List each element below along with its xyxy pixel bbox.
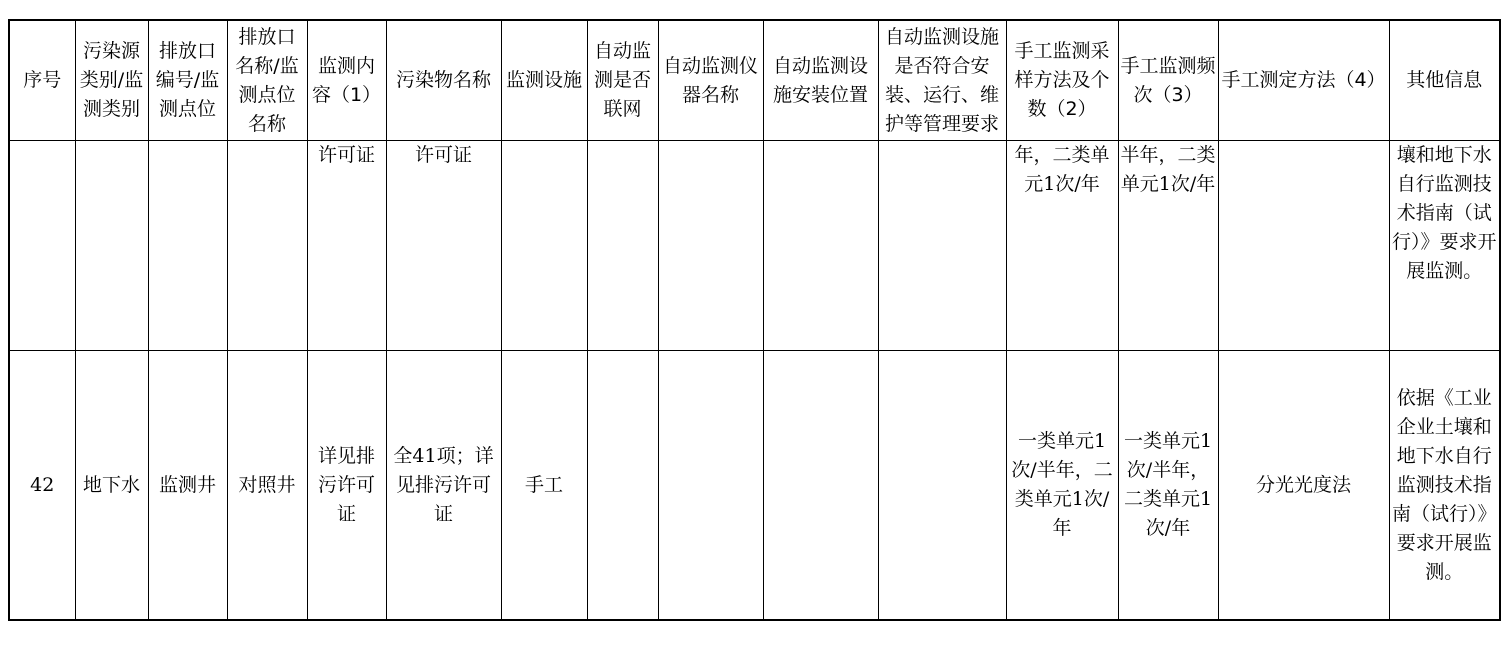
header-cell-manual-sampling: 手工监测采样方法及个数（2） xyxy=(1006,20,1118,141)
table-cell xyxy=(75,141,148,351)
table-cell xyxy=(658,351,763,621)
table-cell xyxy=(148,141,227,351)
table-cell xyxy=(878,351,1006,621)
header-cell-auto-location: 自动监测设施安装位置 xyxy=(763,20,878,141)
table-cell xyxy=(763,141,878,351)
table-cell: 对照井 xyxy=(227,351,307,621)
header-cell-monitoring-content: 监测内容（1） xyxy=(307,20,386,141)
header-cell-other-info: 其他信息 xyxy=(1389,20,1500,141)
table-cell: 分光光度法 xyxy=(1218,351,1389,621)
table-cell: 手工 xyxy=(501,351,587,621)
header-cell-auto-compliance: 自动监测设施是否符合安装、运行、维护等管理要求 xyxy=(878,20,1006,141)
header-cell-outlet-code: 排放口编号/监测点位 xyxy=(148,20,227,141)
table-cell: 壤和地下水自行监测技术指南（试行）》要求开展监测。 xyxy=(1389,141,1500,351)
table-row xyxy=(9,141,1500,351)
header-cell-monitoring-facility: 监测设施 xyxy=(501,20,587,141)
table-cell: 42 xyxy=(9,351,75,621)
table-cell xyxy=(587,351,658,621)
table-cell: 许可证 xyxy=(307,141,386,351)
header-cell-manual-frequency: 手工监测频次（3） xyxy=(1118,20,1218,141)
table-row xyxy=(9,351,1500,621)
table-cell xyxy=(658,141,763,351)
table-cell xyxy=(9,141,75,351)
table-cell: 一类单元1次/半年，二类单元1次/年 xyxy=(1006,351,1118,621)
header-row xyxy=(9,20,1500,141)
table-cell xyxy=(1218,141,1389,351)
header-cell-auto-instrument: 自动监测仪器名称 xyxy=(658,20,763,141)
table-cell: 许可证 xyxy=(386,141,501,351)
header-cell-source-category: 污染源类别/监测类别 xyxy=(75,20,148,141)
table-cell xyxy=(878,141,1006,351)
header-cell-index: 序号 xyxy=(9,20,75,141)
header-cell-pollutant-name: 污染物名称 xyxy=(386,20,501,141)
table-cell xyxy=(763,351,878,621)
table-cell: 监测井 xyxy=(148,351,227,621)
table-cell: 依据《工业企业土壤和地下水自行监测技术指南（试行）》要求开展监测。 xyxy=(1389,351,1500,621)
table-cell: 一类单元1次/半年，二类单元1次/年 xyxy=(1118,351,1218,621)
table-cell: 年，二类单元1次/年 xyxy=(1006,141,1118,351)
table-cell: 地下水 xyxy=(75,351,148,621)
table-cell xyxy=(227,141,307,351)
table-cell xyxy=(587,141,658,351)
table-cell: 全41项；详见排污许可证 xyxy=(386,351,501,621)
header-cell-outlet-name: 排放口名称/监测点位名称 xyxy=(227,20,307,141)
table-cell: 详见排污许可证 xyxy=(307,351,386,621)
header-cell-manual-method: 手工测定方法（4） xyxy=(1218,20,1389,141)
header-cell-auto-networked: 自动监测是否联网 xyxy=(587,20,658,141)
monitoring-table xyxy=(8,19,1501,621)
table-cell: 半年，二类单元1次/年 xyxy=(1118,141,1218,351)
table-cell xyxy=(501,141,587,351)
